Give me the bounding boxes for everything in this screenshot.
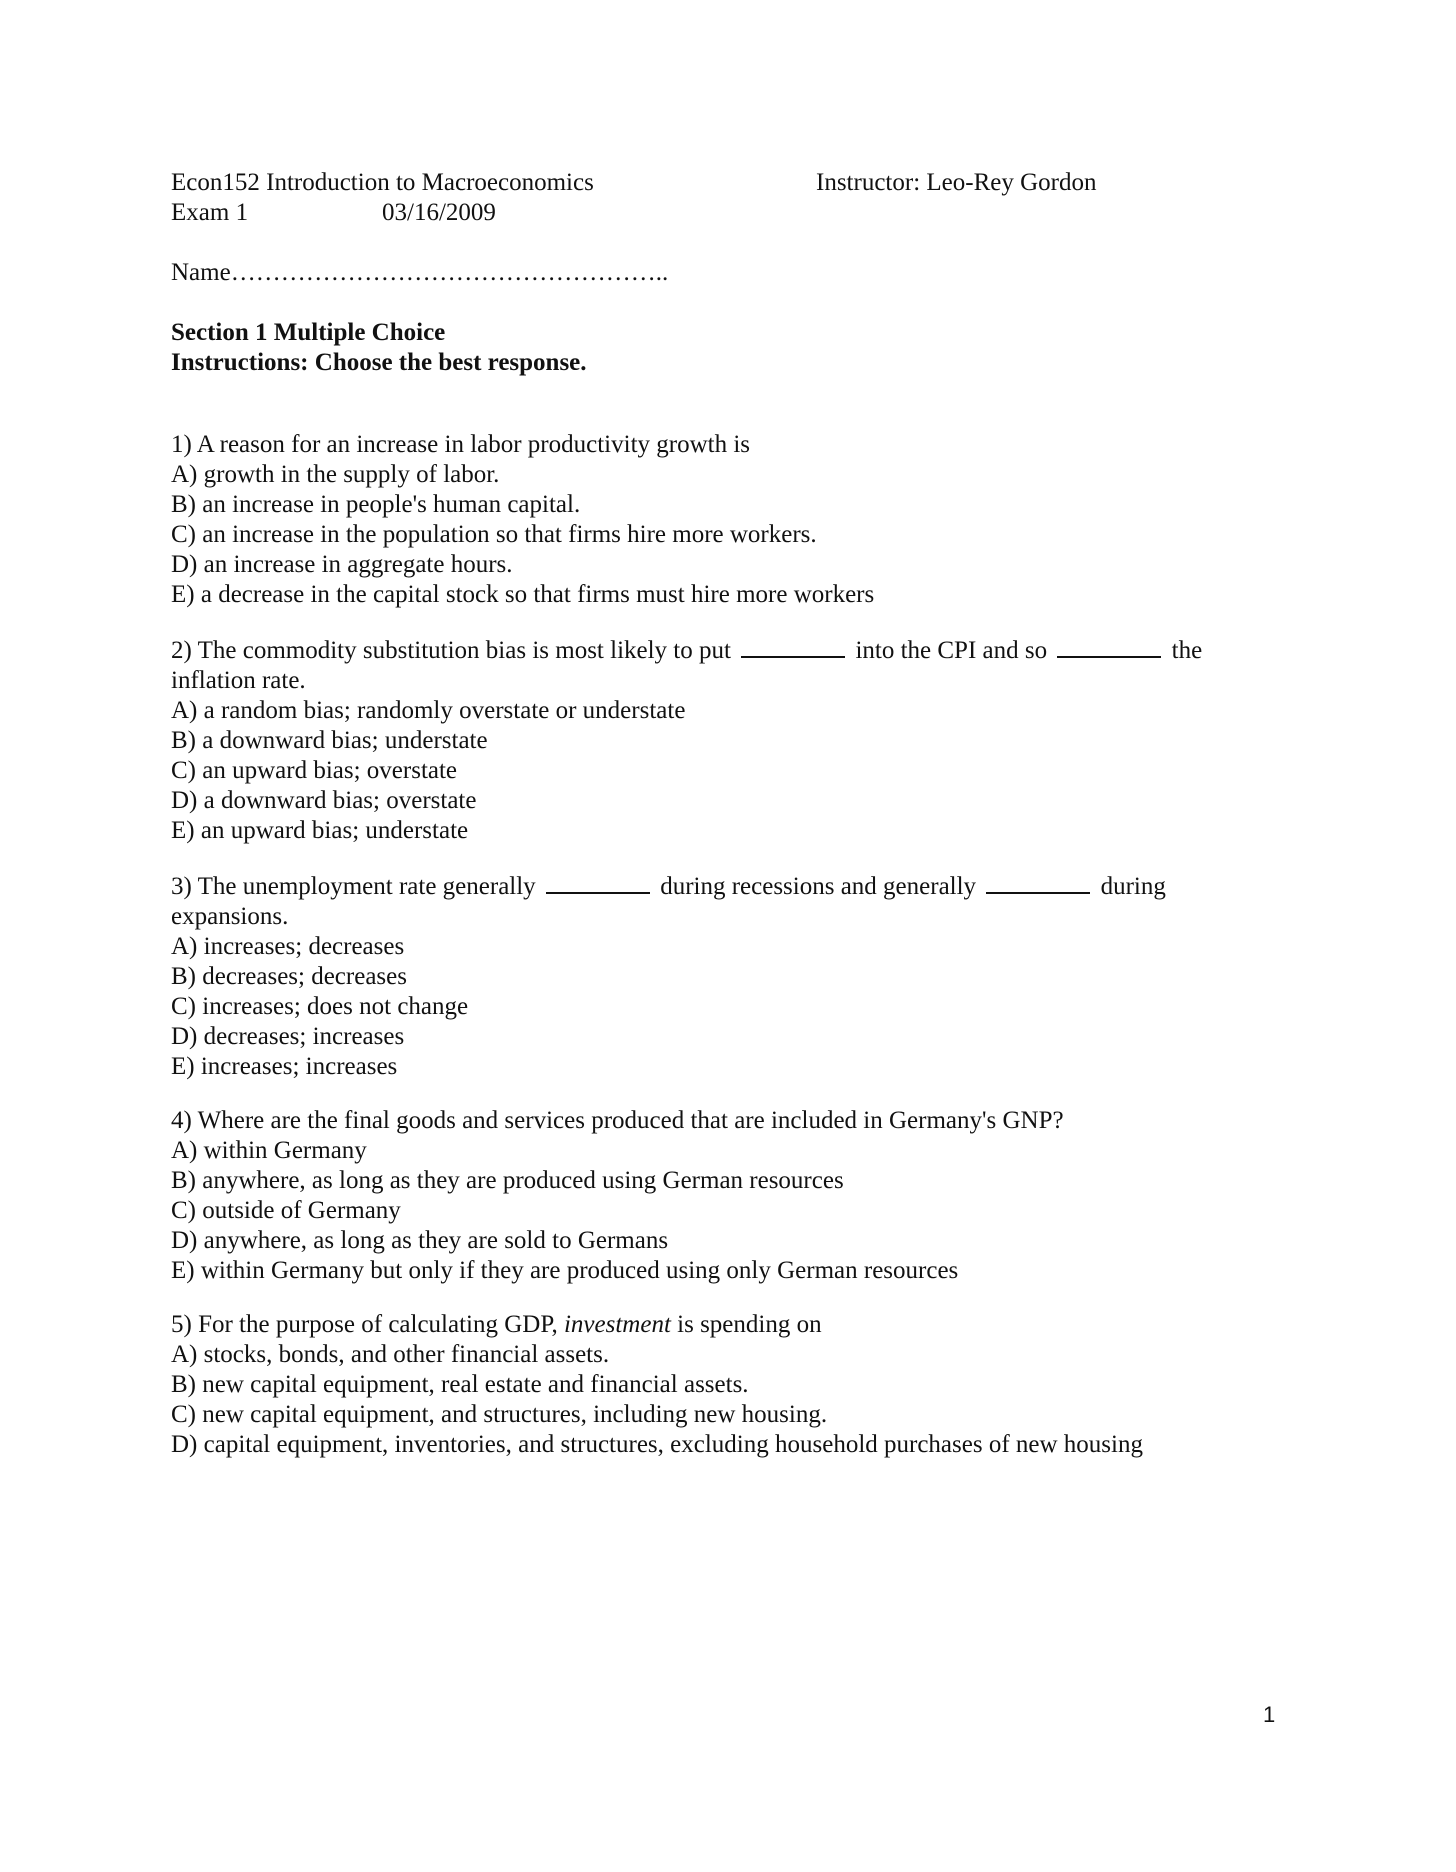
option-b: B) a downward bias; understate [171,727,488,754]
option-a: A) stocks, bonds, and other financial assets. [171,1341,610,1368]
option-b: B) new capital equipment, real estate and financial assets. [171,1371,749,1398]
answer-blank [546,870,650,894]
exam-label: Exam 1 [171,199,249,226]
answer-blank [741,634,845,658]
question-list [171,430,1281,1460]
answer-blank [986,870,1090,894]
option-d: D) capital equipment, inventories, and structures, excluding household purchases of new housing [171,1431,1143,1458]
stem-part: during expansions. [171,873,1166,930]
section-header [171,318,1281,378]
question-4 [171,1106,1281,1286]
option-e: E) within Germany but only if they are produced using only German resources [171,1257,959,1284]
option-d: D) an increase in aggregate hours. [171,551,513,578]
question-stem: 4) Where are the final goods and services produced that are included in Germany's GNP? [171,1107,1064,1134]
option-a: A) within Germany [171,1137,367,1164]
question-stem [171,870,1231,932]
question-2 [171,634,1281,846]
instructor-name: Instructor: Leo-Rey Gordon [816,169,1097,196]
stem-part: into the CPI and so [855,637,1048,664]
course-title: Econ152 Introduction to Macroeconomics [171,169,594,196]
option-d: D) a downward bias; overstate [171,787,477,814]
option-b: B) decreases; decreases [171,963,407,990]
stem-part: 5) For the purpose of calculating GDP, [171,1311,558,1338]
option-c: C) an upward bias; overstate [171,757,458,784]
question-1 [171,430,1281,610]
option-a: A) a random bias; randomly overstate or understate [171,697,686,724]
header-row-2 [171,198,1281,228]
section-title: Section 1 Multiple Choice [171,319,446,346]
stem-part: the inflation rate. [171,637,1203,694]
question-5 [171,1310,1281,1460]
stem-part: 3) The unemployment rate generally [171,873,536,900]
header-row-1 [171,168,1281,198]
option-e: E) a decrease in the capital stock so that firms must hire more workers [171,581,875,608]
option-c: C) new capital equipment, and structures, including new housing. [171,1401,828,1428]
page-number: 1 [1263,1702,1276,1727]
option-d: D) anywhere, as long as they are sold to Germans [171,1227,669,1254]
option-c: C) increases; does not change [171,993,469,1020]
stem-part: during recessions and generally [660,873,977,900]
question-stem [171,634,1231,696]
stem-part: 2) The commodity substitution bias is most likely to put [171,637,731,664]
exam-page [171,168,1281,1484]
option-e: E) increases; increases [171,1053,398,1080]
option-d: D) decreases; increases [171,1023,405,1050]
option-a: A) growth in the supply of labor. [171,461,500,488]
section-instructions: Instructions: Choose the best response. [171,349,587,376]
option-c: C) an increase in the population so that firms hire more workers. [171,521,817,548]
option-e: E) an upward bias; understate [171,817,469,844]
name-field: Name…………………………………………….. [171,259,669,286]
question-stem: 1) A reason for an increase in labor productivity growth is [171,431,751,458]
option-b: B) anywhere, as long as they are produced using German resources [171,1167,844,1194]
exam-date: 03/16/2009 [382,199,496,226]
option-b: B) an increase in people's human capital. [171,491,581,518]
answer-blank [1057,634,1161,658]
question-3 [171,870,1281,1082]
option-a: A) increases; decreases [171,933,405,960]
question-stem [171,1310,1281,1340]
stem-part: is spending on [677,1311,822,1338]
option-c: C) outside of Germany [171,1197,401,1224]
stem-emphasis: investment [563,1311,671,1338]
